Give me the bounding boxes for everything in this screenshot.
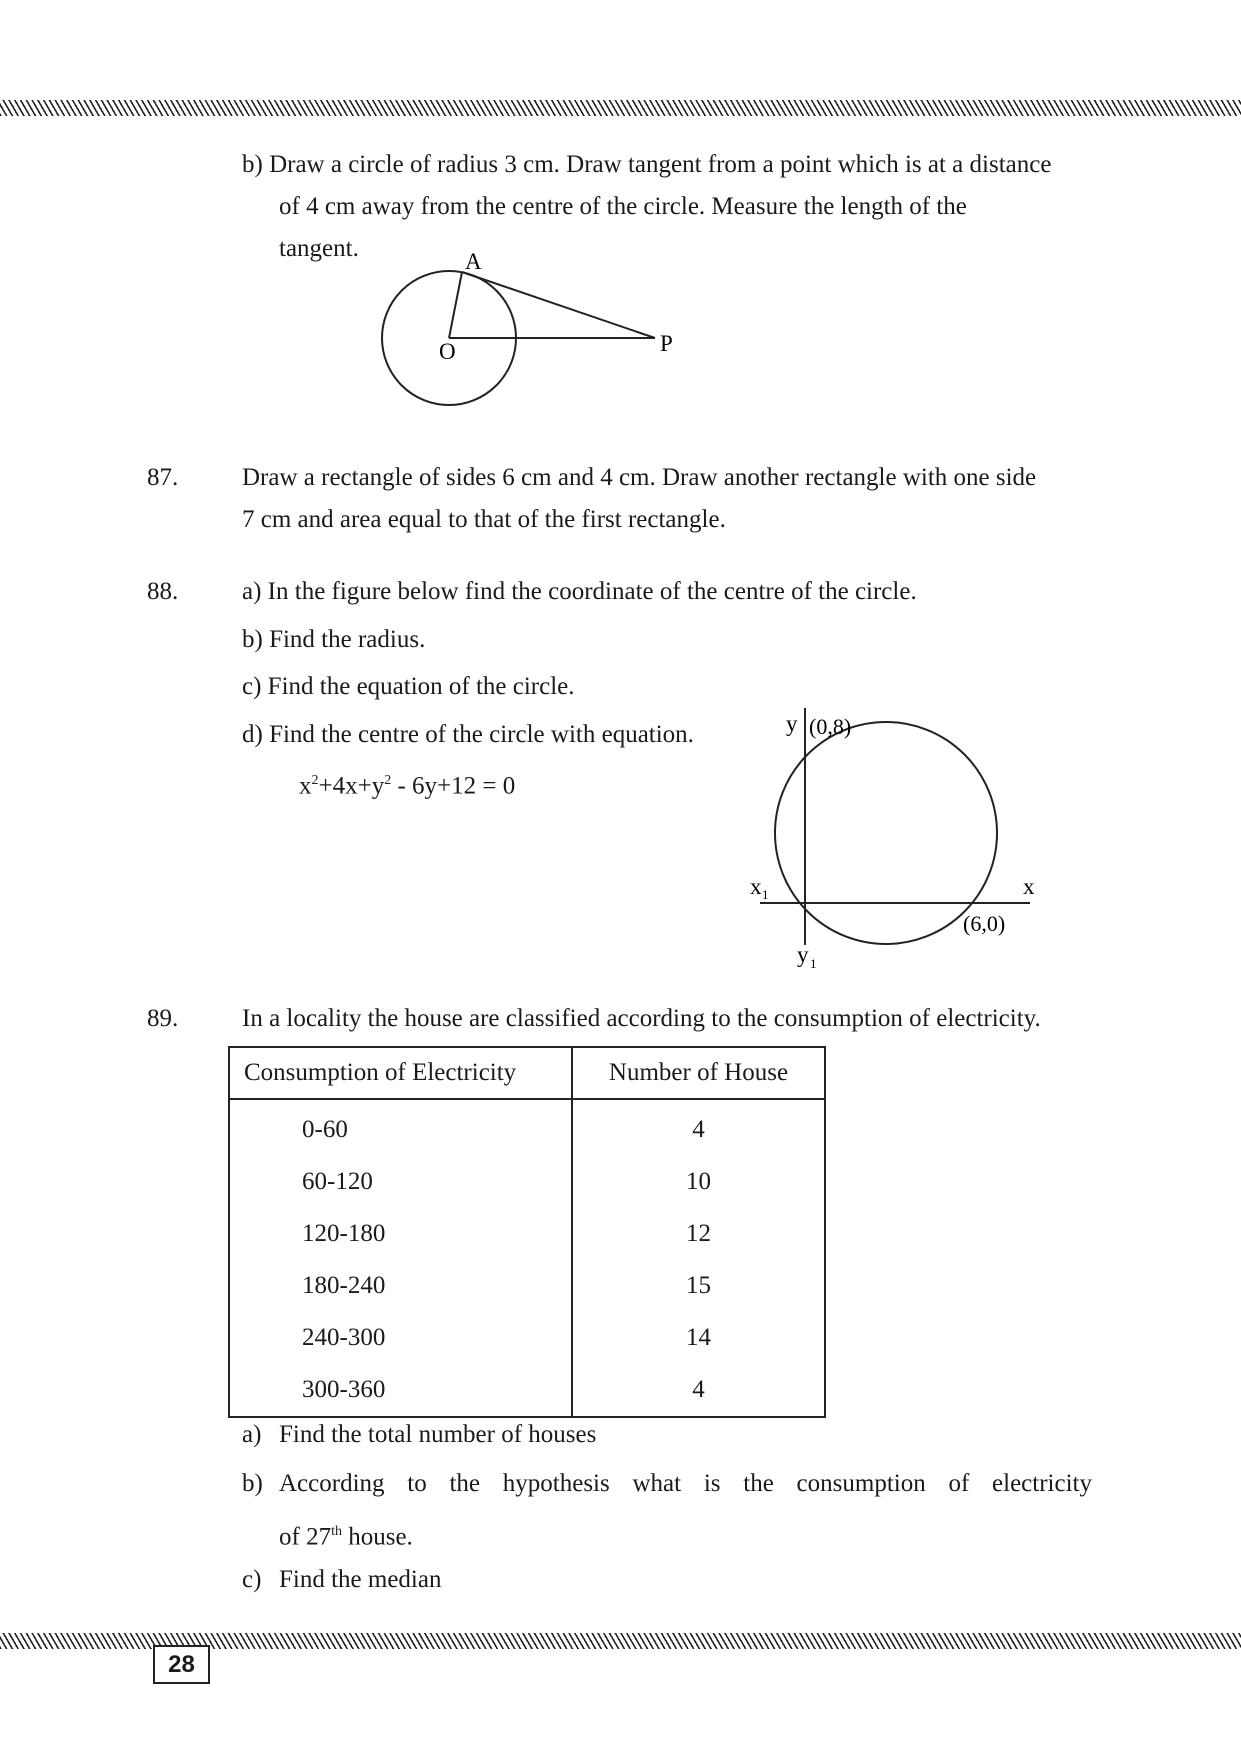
- q86b-line2: of 4 cm away from the centre of the circle. Measure the length of the: [279, 193, 967, 220]
- label-y1-sub: 1: [810, 956, 817, 971]
- q88-equation: $x^2+4x+y^2 - 6y+12 = 0$: [299, 772, 516, 800]
- label-point-right: (6,0): [963, 911, 1006, 936]
- q89-intro: In a locality the house are classified according to the consumption of electricity.: [242, 1005, 1041, 1032]
- q87-line2: 7 cm and area equal to that of the first rectangle.: [242, 506, 726, 533]
- radius-oa: [449, 272, 462, 338]
- top-hatch-border: [0, 100, 1241, 116]
- table-row: [229, 1312, 825, 1364]
- label-x1: x: [750, 874, 762, 899]
- q89-part-b-label: b): [242, 1470, 263, 1497]
- table-header-row: [229, 1047, 825, 1099]
- table-row: [229, 1099, 825, 1156]
- q88-part-c: c) Find the equation of the circle.: [242, 673, 575, 700]
- table-cell-consumption: 180-240: [229, 1260, 572, 1312]
- label-a: A: [465, 249, 482, 274]
- label-o: O: [439, 339, 456, 364]
- table-row: [229, 1260, 825, 1312]
- table-cell-houses: 12: [686, 1220, 711, 1247]
- tangent-ap: [462, 272, 655, 338]
- page-number: 28: [153, 1645, 210, 1684]
- label-p: P: [660, 331, 673, 356]
- q88-part-a: a) In the figure below find the coordinate of the centre of the circle.: [242, 578, 917, 605]
- q86b-line1: b) Draw a circle of radius 3 cm. Draw tangent from a point which is at a distance: [242, 151, 1052, 178]
- label-point-top: (0,8): [809, 714, 852, 739]
- coordinate-circle-figure: [740, 705, 1050, 975]
- q89-part-a-label: a): [242, 1421, 262, 1448]
- q88-part-d: d) Find the centre of the circle with equation.: [242, 721, 694, 748]
- table-cell-houses: 4: [692, 1376, 705, 1403]
- table-header-consumption: Consumption of Electricity: [229, 1047, 572, 1099]
- label-y: y: [786, 711, 798, 736]
- electricity-table: [228, 1046, 826, 1418]
- table-cell-houses: 14: [686, 1324, 711, 1351]
- label-y1: y: [797, 942, 809, 967]
- q88-number: 88.: [147, 578, 179, 605]
- table-cell-houses: 10: [686, 1168, 711, 1195]
- table-cell-consumption: 120-180: [229, 1208, 572, 1260]
- tangent-figure: [370, 245, 690, 415]
- table-cell-consumption: 0-60: [229, 1099, 572, 1156]
- q89-part-a-text: Find the total number of houses: [279, 1421, 597, 1448]
- q88-part-b: b) Find the radius.: [242, 626, 426, 653]
- table-cell-houses: 4: [692, 1116, 705, 1143]
- q89-part-c-text: Find the median: [279, 1566, 442, 1593]
- table-row: [229, 1156, 825, 1208]
- table-cell-consumption: 60-120: [229, 1156, 572, 1208]
- q86b-line3: tangent.: [279, 235, 359, 262]
- table-header-houses: Number of House: [572, 1047, 825, 1099]
- q87-line1: Draw a rectangle of sides 6 cm and 4 cm. Draw another rectangle with one side: [242, 464, 1037, 491]
- table-cell-consumption: 300-360: [229, 1364, 572, 1417]
- table-cell-houses: 15: [686, 1272, 711, 1299]
- table-cell-consumption: 240-300: [229, 1312, 572, 1364]
- table-row: [229, 1364, 825, 1417]
- q89-part-b-line1: According to the hypothesis what is the consumption of electricity: [279, 1470, 1092, 1497]
- table-row: [229, 1208, 825, 1260]
- label-x1-sub: 1: [762, 887, 769, 902]
- q89-part-c-label: c): [242, 1566, 262, 1593]
- q89-number: 89.: [147, 1005, 179, 1032]
- label-x: x: [1023, 874, 1035, 899]
- q87-number: 87.: [147, 464, 179, 491]
- q89-part-b-line2: of 27th house.: [279, 1523, 413, 1551]
